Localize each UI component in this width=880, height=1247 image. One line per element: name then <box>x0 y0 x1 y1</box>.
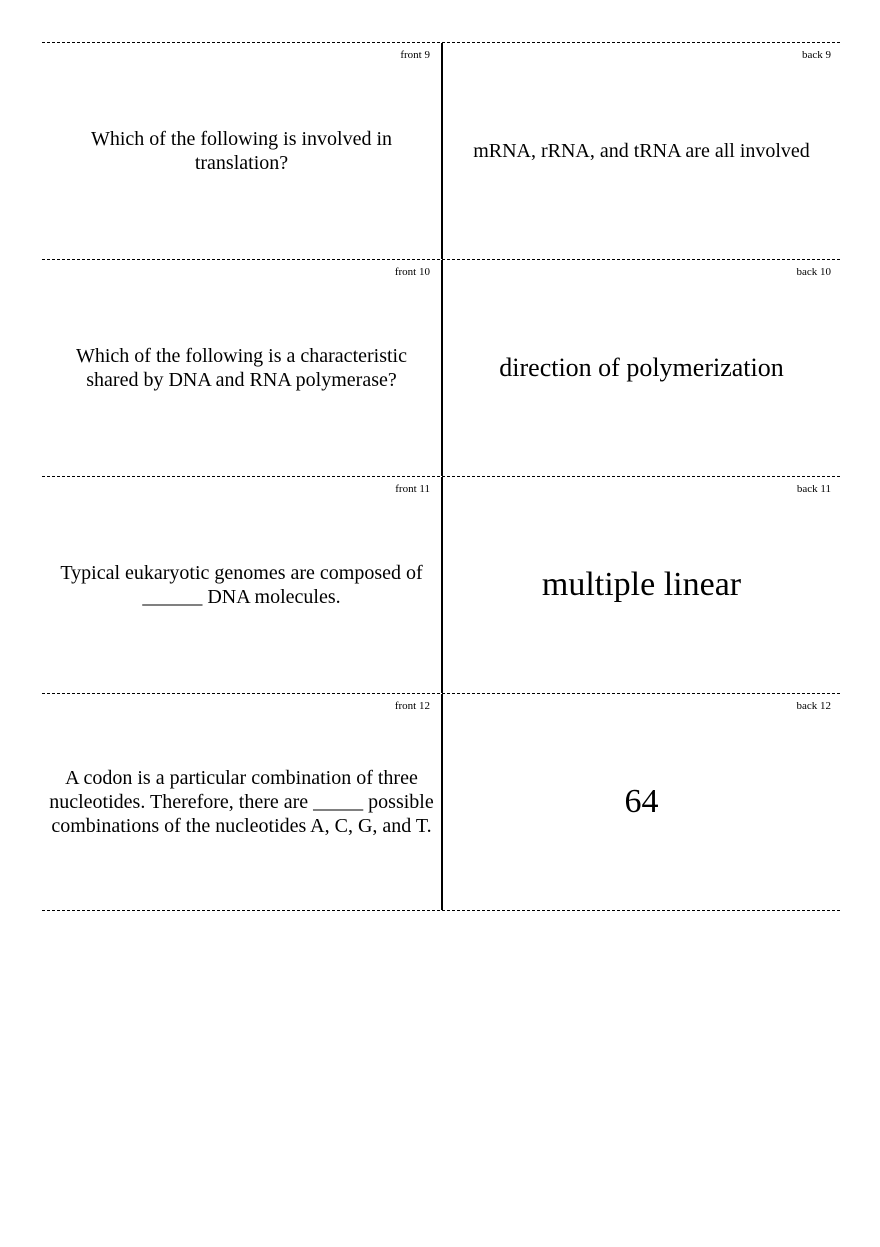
flashcard-row <box>42 42 840 259</box>
card-back-content <box>443 63 840 239</box>
card-back-label: back 10 <box>796 266 831 278</box>
card-front-content <box>42 280 441 456</box>
card-back-content <box>443 714 840 890</box>
flashcard-row <box>42 476 840 693</box>
card-back-label: back 9 <box>801 49 831 61</box>
card-question: A codon is a particular combination of three nucleotides. Therefore, there are _____ possible combinations of the nucleotides A, C, G, and T. <box>49 767 434 837</box>
card-answer: 64 <box>624 783 659 820</box>
card-front-content <box>42 497 441 673</box>
flashcard-sheet <box>42 42 840 911</box>
card-back <box>443 694 840 910</box>
card-question: Which of the following is a characteristic shared by DNA and RNA polymerase? <box>76 345 407 391</box>
card-front <box>42 260 443 476</box>
card-answer: mRNA, rRNA, and tRNA are all involved <box>473 140 810 162</box>
card-front-content <box>42 63 441 239</box>
card-front <box>42 43 443 259</box>
card-answer: direction of polymerization <box>499 353 784 382</box>
card-back-label: back 12 <box>796 700 831 712</box>
card-front-content <box>42 714 441 890</box>
card-answer: multiple linear <box>541 566 742 603</box>
card-front-label: front 9 <box>400 49 430 61</box>
flashcard-row <box>42 693 840 911</box>
card-back-label: back 11 <box>796 483 831 495</box>
card-back <box>443 477 840 693</box>
card-question: Typical eukaryotic genomes are composed of ______ DNA molecules. <box>60 562 423 608</box>
card-back-content <box>443 280 840 456</box>
card-front-label: front 11 <box>395 483 430 495</box>
flashcard-row <box>42 259 840 476</box>
card-back <box>443 43 840 259</box>
card-front <box>42 477 443 693</box>
card-front-label: front 12 <box>394 700 430 712</box>
card-front <box>42 694 443 910</box>
card-back-content <box>443 497 840 673</box>
card-back <box>443 260 840 476</box>
card-front-label: front 10 <box>394 266 430 278</box>
card-question: Which of the following is involved in translation? <box>90 128 393 174</box>
